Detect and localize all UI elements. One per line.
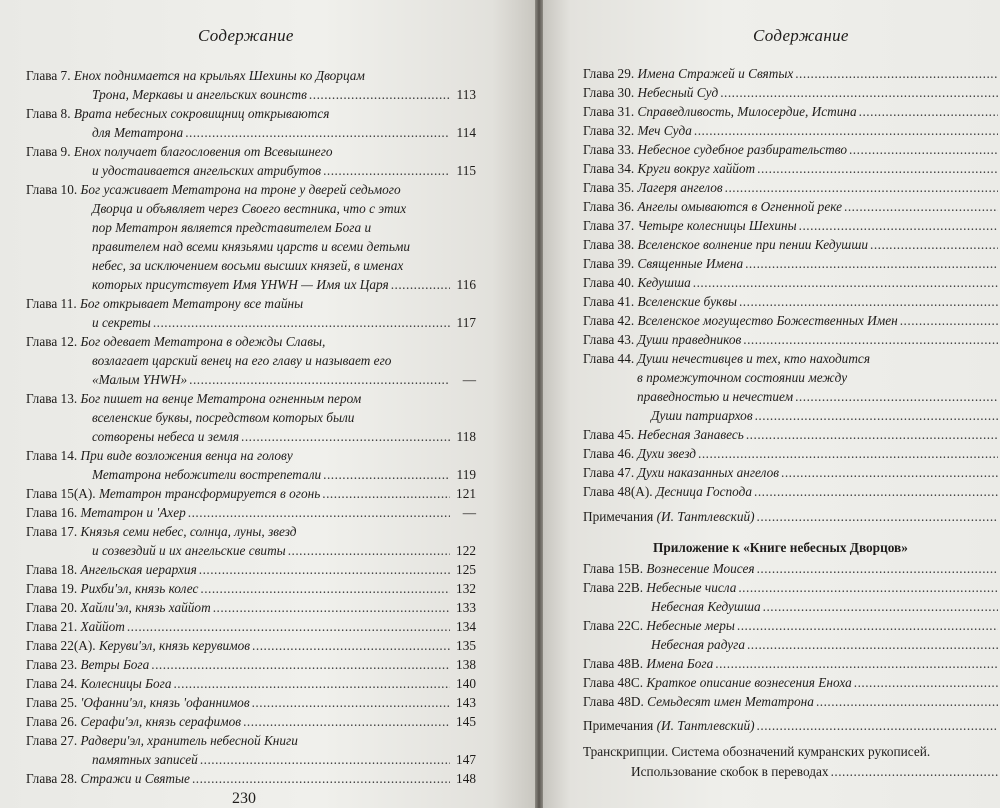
- page-number: —: [462, 505, 476, 520]
- toc-entry: Глава 15В. Вознесение Моисея .....: [583, 559, 1000, 578]
- toc-entry: Глава 9. Енох получает благословения от Всевышнего: [26, 144, 333, 159]
- toc-entry-line: Небесная Кедушша .....: [651, 597, 1000, 616]
- toc-entry: Глава 43. Души праведников .....: [583, 330, 1000, 349]
- book-gutter: [535, 0, 543, 808]
- toc-entry: Глава 24. Колесницы Бога ..... 140: [26, 674, 476, 693]
- toc-entry: Глава 22С. Небесные меры .....: [583, 616, 1000, 635]
- page-number: 119: [456, 467, 476, 482]
- toc-entry-line: небес, за исключением восьми высших князей, в именах: [92, 258, 404, 273]
- page-number: 140: [456, 676, 476, 691]
- toc-entry: Глава 46. Духи звезд .....: [583, 444, 1000, 463]
- page-number: 145: [456, 714, 476, 729]
- toc-entry: Глава 48D. Семьдесят имен Метатрона .....: [583, 692, 1000, 711]
- page-number: 134: [456, 619, 476, 634]
- page-number: 116: [456, 277, 476, 292]
- toc-entry: Глава 23. Ветры Бога ..... 138: [26, 655, 476, 674]
- appendix-heading: Приложение к «Книге небесных Дворцов»: [653, 540, 908, 555]
- toc-entry: Глава 22(А). Керуви'эл, князь керувимов ..... 135: [26, 636, 476, 655]
- toc-entry-line: правителем над всеми князьями царств и всеми детьми: [92, 239, 411, 254]
- toc-entry: Глава 38. Вселенское волнение при пении Кедушши .....: [583, 235, 1000, 254]
- page-number: 122: [456, 543, 476, 558]
- toc-entry-line: Небесная радуга .....: [651, 635, 1000, 654]
- toc-entry: Глава 29. Имена Стражей и Святых .....: [583, 64, 1000, 83]
- toc-entry: Глава 12. Бог одевает Метатрона в одежды Славы,: [26, 334, 326, 349]
- page-number: 147: [456, 752, 476, 767]
- toc-entry: Глава 16. Метатрон и 'Ахер ..... —: [26, 503, 476, 522]
- toc-entry: Глава 45. Небесная Занавесь .....: [583, 425, 1000, 444]
- toc-entry-line: Использование скобок в переводах .....: [631, 762, 1000, 781]
- toc-entry-line: пор Метатрон является представителем Бога и: [92, 220, 372, 235]
- page-number: 148: [456, 771, 476, 786]
- toc-entry-line: возлагает царский венец на его главу и называет его: [92, 353, 392, 368]
- toc-entry: Глава 42. Вселенское могущество Божественных Имен .....: [583, 311, 1000, 330]
- left-page-heading: Содержание: [198, 26, 294, 45]
- toc-entry: Глава 40. Кедушша .....: [583, 273, 1000, 292]
- toc-entry: Глава 10. Бог усаживает Метатрона на троне у дверей седьмого: [26, 182, 401, 197]
- toc-entry-line: праведностью и нечестием .....: [637, 387, 1000, 406]
- toc-entry-line: «Малым YHWH» ..... —: [92, 370, 476, 389]
- toc-entry: Глава 41. Вселенские буквы .....: [583, 292, 1000, 311]
- toc-entry: Глава 39. Священные Имена .....: [583, 254, 1000, 273]
- toc-entry: Глава 7. Енох поднимается на крыльях Шехины ко Дворцам: [26, 68, 365, 83]
- toc-entry: Глава 35. Лагеря ангелов .....: [583, 178, 1000, 197]
- toc-entry: Глава 14. При виде возложения венца на голову: [26, 448, 293, 463]
- page-number: 114: [456, 125, 476, 140]
- toc-entry-notes: Примечания (И. Тантлевский) .....: [583, 716, 1000, 735]
- toc-entry-line: и секреты ..... 117: [92, 313, 476, 332]
- toc-entry: Глава 18. Ангельская иерархия ..... 125: [26, 560, 476, 579]
- toc-entry: Глава 44. Души нечестивцев и тех, кто находится: [583, 351, 871, 366]
- toc-entry: Глава 17. Князья семи небес, солнца, луны, звезд: [26, 524, 297, 539]
- toc-entry: Глава 20. Хайли'эл, князь хаййот ..... 133: [26, 598, 476, 617]
- toc-entry-line: Метатрона небожители вострепетали ..... 119: [92, 465, 476, 484]
- toc-entry: Глава 22В. Небесные числа .....: [583, 578, 1000, 597]
- page-number: 121: [456, 486, 476, 501]
- right-page: [543, 0, 1000, 808]
- toc-entry-line: Дворца и объявляет через Своего вестника, что с этих: [92, 201, 407, 216]
- toc-entry: Глава 25. 'Офанни'эл, князь 'офаннимов ..... 143: [26, 693, 476, 712]
- toc-entry-line: и созвездий и их ангельские свиты ..... 122: [92, 541, 476, 560]
- toc-entry: Глава 13. Бог пишет на венце Метатрона огненным пером: [26, 391, 362, 406]
- page-number: 125: [456, 562, 476, 577]
- toc-entry: Глава 21. Хаййот ..... 134: [26, 617, 476, 636]
- toc-entry: Глава 27. Радвери'эл, хранитель небесной Книги: [26, 733, 298, 748]
- toc-entry: Глава 32. Меч Суда .....: [583, 121, 1000, 140]
- page-number: 118: [456, 429, 476, 444]
- toc-entry-line: сотворены небеса и земля ..... 118: [92, 427, 476, 446]
- toc-entry: Глава 34. Круги вокруг хаййот .....: [583, 159, 1000, 178]
- toc-entry: Глава 36. Ангелы омываются в Огненной реке .....: [583, 197, 1000, 216]
- toc-entry: Глава 48С. Краткое описание вознесения Еноха .....: [583, 673, 1000, 692]
- toc-entry: Глава 28. Стражи и Святые ..... 148: [26, 769, 476, 788]
- toc-entry: Глава 33. Небесное судебное разбирательство .....: [583, 140, 1000, 159]
- page-number: 117: [456, 315, 476, 330]
- toc-entry: Глава 48В. Имена Бога .....: [583, 654, 1000, 673]
- toc-entry-line: Души патриархов .....: [651, 406, 1000, 425]
- toc-entry: Глава 11. Бог открывает Метатрону все тайны: [26, 296, 304, 311]
- toc-entry-line: вселенские буквы, посредством которых были: [92, 410, 355, 425]
- toc-entry: Глава 15(А). Метатрон трансформируется в огонь ..... 121: [26, 484, 476, 503]
- page-number: 138: [456, 657, 476, 672]
- page-number: 115: [456, 163, 476, 178]
- toc-entry-line: и удостаивается ангельских атрибутов ..... 115: [92, 161, 476, 180]
- toc-entry-transcriptions: Транскрипции. Система обозначений кумранских рукописей.: [583, 744, 931, 759]
- right-page-heading: Содержание: [753, 26, 849, 45]
- toc-entry-line: памятных записей ..... 147: [92, 750, 476, 769]
- page-number: —: [462, 372, 476, 387]
- toc-entry-line: в промежуточном состоянии между: [637, 370, 848, 385]
- page-number: 132: [456, 581, 476, 596]
- toc-entry-line: которых присутствует Имя YHWH — Имя их Царя ..... 116: [92, 275, 476, 294]
- toc-entry: Глава 47. Духи наказанных ангелов .....: [583, 463, 1000, 482]
- toc-entry: Глава 26. Серафи'эл, князь серафимов ..... 145: [26, 712, 476, 731]
- toc-entry: Глава 8. Врата небесных сокровищниц открываются: [26, 106, 330, 121]
- page-number: 135: [456, 638, 476, 653]
- page-folio: 230: [232, 790, 256, 807]
- toc-entry-notes: Примечания (И. Тантлевский) .....: [583, 507, 1000, 526]
- toc-entry: Глава 37. Четыре колесницы Шехины .....: [583, 216, 1000, 235]
- toc-entry-line: Трона, Меркавы и ангельских воинств ..... 113: [92, 85, 476, 104]
- toc-entry: Глава 31. Справедливость, Милосердие, Истина .....: [583, 102, 1000, 121]
- toc-entry: Глава 19. Рихби'эл, князь колес ..... 132: [26, 579, 476, 598]
- toc-entry: Глава 30. Небесный Суд .....: [583, 83, 1000, 102]
- toc-entry-line: для Метатрона ..... 114: [92, 123, 476, 142]
- page-number: 143: [456, 695, 476, 710]
- page-number: 133: [456, 600, 476, 615]
- page-number: 113: [456, 87, 476, 102]
- toc-entry: Глава 48(А). Десница Господа .....: [583, 482, 1000, 501]
